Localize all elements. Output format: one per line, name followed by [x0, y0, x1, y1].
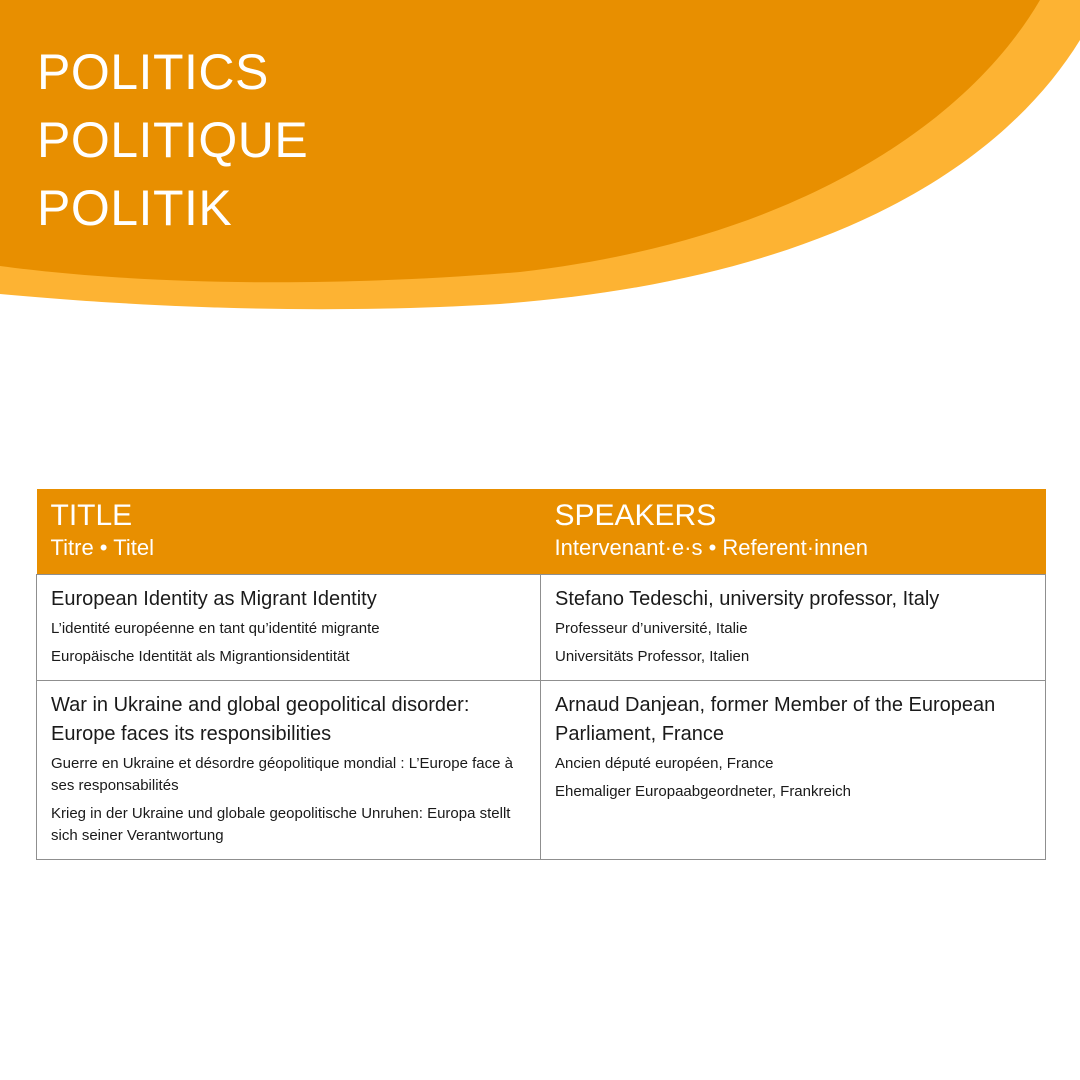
speaker-en: Stefano Tedeschi, university professor, Italy	[555, 588, 940, 610]
speaker-fr: Professeur d’université, Italie	[555, 620, 748, 637]
table-row	[37, 681, 1046, 860]
session-title-cell	[37, 575, 541, 681]
column-header-speakers-label: SPEAKERS	[554, 499, 717, 532]
column-header-title-translations: Titre • Titel	[50, 535, 154, 560]
speaker-fr: Ancien député européen, France	[555, 755, 774, 772]
session-title-fr: L’identité européenne en tant qu’identité migrante	[51, 620, 380, 637]
program-table	[36, 489, 1046, 860]
session-title-fr: Guerre en Ukraine et désordre géopolitique mondial : L’Europe face à ses responsabilités	[51, 755, 513, 794]
session-title-en: War in Ukraine and global geopolitical disorder: Europe faces its responsibilities	[51, 694, 470, 745]
session-title-de: Krieg in der Ukraine und globale geopolitische Unruhen: Europa stellt sich seiner Verantwortung	[51, 805, 511, 844]
speaker-de: Universitäts Professor, Italien	[555, 648, 750, 665]
heading-line-fr: POLITIQUE	[37, 112, 309, 168]
session-title-cell	[37, 681, 541, 860]
speaker-cell	[541, 575, 1046, 681]
speaker-de: Ehemaliger Europaabgeordneter, Frankreich	[555, 783, 852, 800]
heading-line-de: POLITIK	[37, 180, 233, 236]
column-header-title	[37, 489, 541, 575]
table-row	[37, 575, 1046, 681]
column-header-title-label: TITLE	[50, 499, 133, 532]
session-title-en: European Identity as Migrant Identity	[51, 588, 377, 610]
heading-line-en: POLITICS	[37, 44, 269, 100]
column-header-speakers	[541, 489, 1046, 575]
speaker-cell	[541, 681, 1046, 860]
column-header-speakers-translations: Intervenant·e·s • Referent·innen	[554, 535, 868, 560]
speaker-en: Arnaud Danjean, former Member of the European Parliament, France	[555, 694, 996, 745]
table-header-row	[37, 489, 1046, 575]
page-heading	[37, 38, 308, 242]
session-title-de: Europäische Identität als Migrantionsidentität	[51, 648, 350, 665]
